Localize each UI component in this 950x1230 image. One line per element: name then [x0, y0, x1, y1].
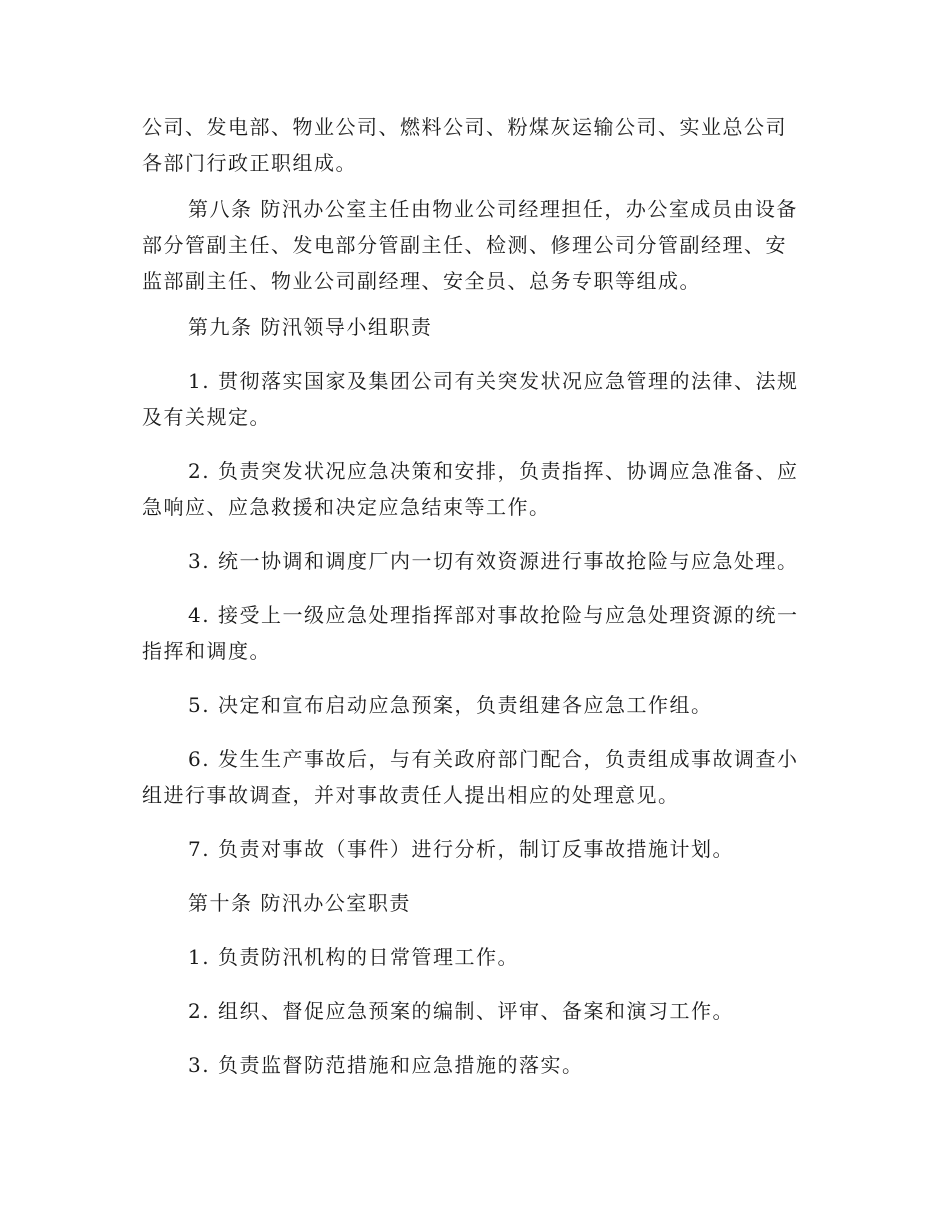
- text-line: 部分管副主任、发电部分管副主任、检测、修理公司分管副经理、安: [142, 233, 787, 257]
- text-line: 组进行事故调查，并对事故责任人提出相应的处理意见。: [142, 783, 680, 807]
- list-item-9-1: [142, 363, 810, 435]
- text-line: 7. 负责对事故（事件）进行分析，制订反事故措施计划。: [188, 837, 734, 861]
- paragraph-continuation: [142, 109, 810, 181]
- list-item-10-1: [142, 939, 810, 975]
- text-line: 2. 负责突发状况应急决策和安排，负责指挥、协调应急准备、应: [188, 459, 799, 483]
- list-item-9-6: [142, 741, 810, 813]
- paragraph-article-10-heading: [142, 885, 810, 921]
- list-item-9-4: [142, 597, 810, 669]
- list-item-10-3: [142, 1047, 810, 1083]
- list-item-9-3: [142, 543, 810, 579]
- text-line: 3. 负责监督防范措施和应急措施的落实。: [188, 1053, 584, 1077]
- list-item-9-5: [142, 687, 810, 723]
- text-line: 2. 组织、督促应急预案的编制、评审、备案和演习工作。: [188, 999, 734, 1023]
- text-line: 公司、发电部、物业公司、燃料公司、粉煤灰运输公司、实业总公司: [142, 115, 787, 139]
- document-body: [142, 109, 810, 1083]
- list-item-9-7: [142, 831, 810, 867]
- text-line: 4. 接受上一级应急处理指挥部对事故抢险与应急处理资源的统一: [188, 603, 799, 627]
- text-line: 1. 负责防汛机构的日常管理工作。: [188, 945, 519, 969]
- text-line: 第八条 防汛办公室主任由物业公司经理担任，办公室成员由设备: [188, 197, 798, 221]
- text-line: 第十条 防汛办公室职责: [188, 891, 411, 915]
- text-line: 1. 贯彻落实国家及集团公司有关突发状况应急管理的法律、法规: [188, 369, 799, 393]
- text-line: 监部副主任、物业公司副经理、安全员、总务专职等组成。: [142, 269, 701, 293]
- list-item-9-2: [142, 453, 810, 525]
- list-item-10-2: [142, 993, 810, 1029]
- paragraph-article-8: [142, 191, 810, 299]
- text-line: 指挥和调度。: [142, 639, 271, 663]
- text-line: 及有关规定。: [142, 405, 271, 429]
- text-line: 6. 发生生产事故后，与有关政府部门配合，负责组成事故调查小: [188, 747, 799, 771]
- text-line: 3. 统一协调和调度厂内一切有效资源进行事故抢险与应急处理。: [188, 549, 799, 573]
- text-line: 各部门行政正职组成。: [142, 151, 357, 175]
- paragraph-article-9-heading: [142, 309, 810, 345]
- text-line: 5. 决定和宣布启动应急预案，负责组建各应急工作组。: [188, 693, 713, 717]
- text-line: 急响应、应急救援和决定应急结束等工作。: [142, 495, 551, 519]
- text-line: 第九条 防汛领导小组职责: [188, 315, 433, 339]
